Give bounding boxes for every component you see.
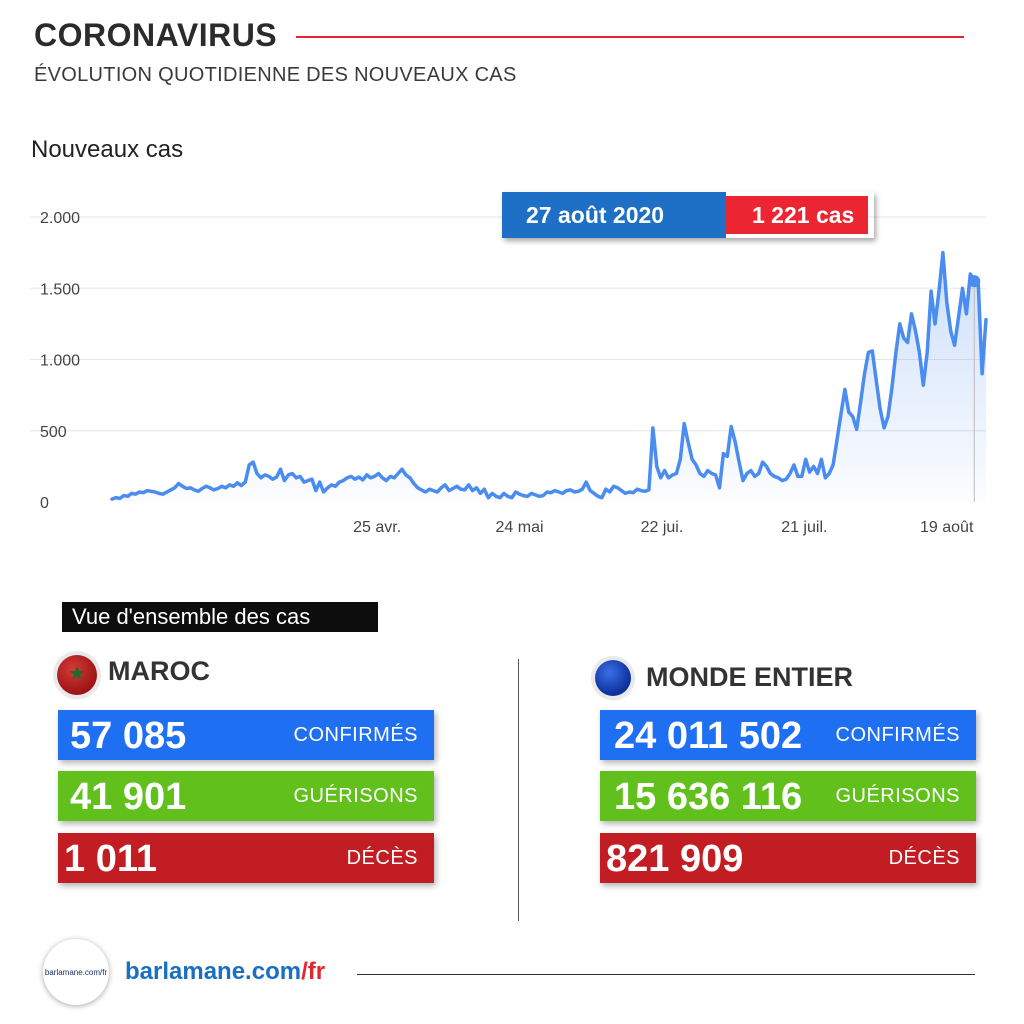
morocco-deaths-card — [58, 833, 434, 883]
tooltip-date: 27 août 2020 — [502, 192, 726, 238]
morocco-recovered-label: GUÉRISONS — [293, 785, 418, 807]
world-confirmed-card — [600, 710, 976, 760]
morocco-flag-icon: ★ — [57, 655, 97, 695]
overview-label: Vue d'ensemble des cas — [62, 602, 378, 632]
x-tick-label: 21 juil. — [781, 519, 828, 536]
tooltip-cases: 1 221 cas — [726, 196, 868, 234]
world-confirmed-label: CONFIRMÉS — [835, 724, 960, 746]
world-title: MONDE ENTIER — [646, 662, 854, 692]
logo-text: barlamane.com/fr — [44, 968, 108, 977]
world-deaths-label: DÉCÈS — [888, 847, 960, 869]
page-title: CORONAVIRUS — [34, 17, 278, 53]
x-tick-label: 25 avr. — [353, 519, 402, 536]
world-confirmed-value: 24 011 502 — [614, 715, 803, 757]
world-recovered-label: GUÉRISONS — [835, 785, 960, 807]
y-tick-label: 2.000 — [40, 210, 81, 227]
page-subtitle: ÉVOLUTION QUOTIDIENNE DES NOUVEAUX CAS — [34, 64, 517, 86]
x-tick-label: 19 août — [920, 519, 974, 536]
title-rule — [296, 36, 964, 38]
morocco-recovered-value: 41 901 — [70, 776, 187, 818]
world-recovered-card — [600, 771, 976, 821]
world-deaths-card — [600, 833, 976, 883]
section-divider — [518, 659, 519, 921]
world-recovered-value: 15 636 116 — [614, 776, 803, 818]
y-tick-label: 500 — [40, 423, 67, 441]
site-slash: / — [301, 958, 308, 985]
y-tick-label: 1.500 — [40, 281, 81, 299]
hover-point[interactable] — [968, 275, 980, 287]
site-suffix: fr — [307, 958, 326, 985]
site-main: barlamane.com — [125, 958, 302, 985]
morocco-deaths-value: 1 011 — [64, 838, 157, 880]
world-deaths-value: 821 909 — [606, 838, 744, 880]
series-area — [112, 253, 986, 502]
chart-tooltip — [502, 192, 874, 238]
y-tick-label: 0 — [40, 495, 49, 512]
y-tick-label: 1.000 — [40, 352, 81, 370]
chart-y-label: Nouveaux cas — [31, 136, 184, 163]
x-tick-label: 24 mai — [495, 519, 544, 536]
morocco-title: MAROC — [108, 656, 210, 686]
footer-rule — [357, 974, 975, 975]
morocco-deaths-label: DÉCÈS — [346, 847, 418, 869]
morocco-confirmed-card — [58, 710, 434, 760]
morocco-confirmed-value: 57 085 — [70, 715, 187, 757]
morocco-confirmed-label: CONFIRMÉS — [293, 724, 418, 746]
morocco-recovered-card — [58, 771, 434, 821]
site-link[interactable] — [125, 958, 325, 986]
barlamane-logo[interactable] — [43, 939, 109, 1005]
x-tick-label: 22 jui. — [640, 519, 684, 536]
world-globe-icon — [595, 660, 631, 696]
